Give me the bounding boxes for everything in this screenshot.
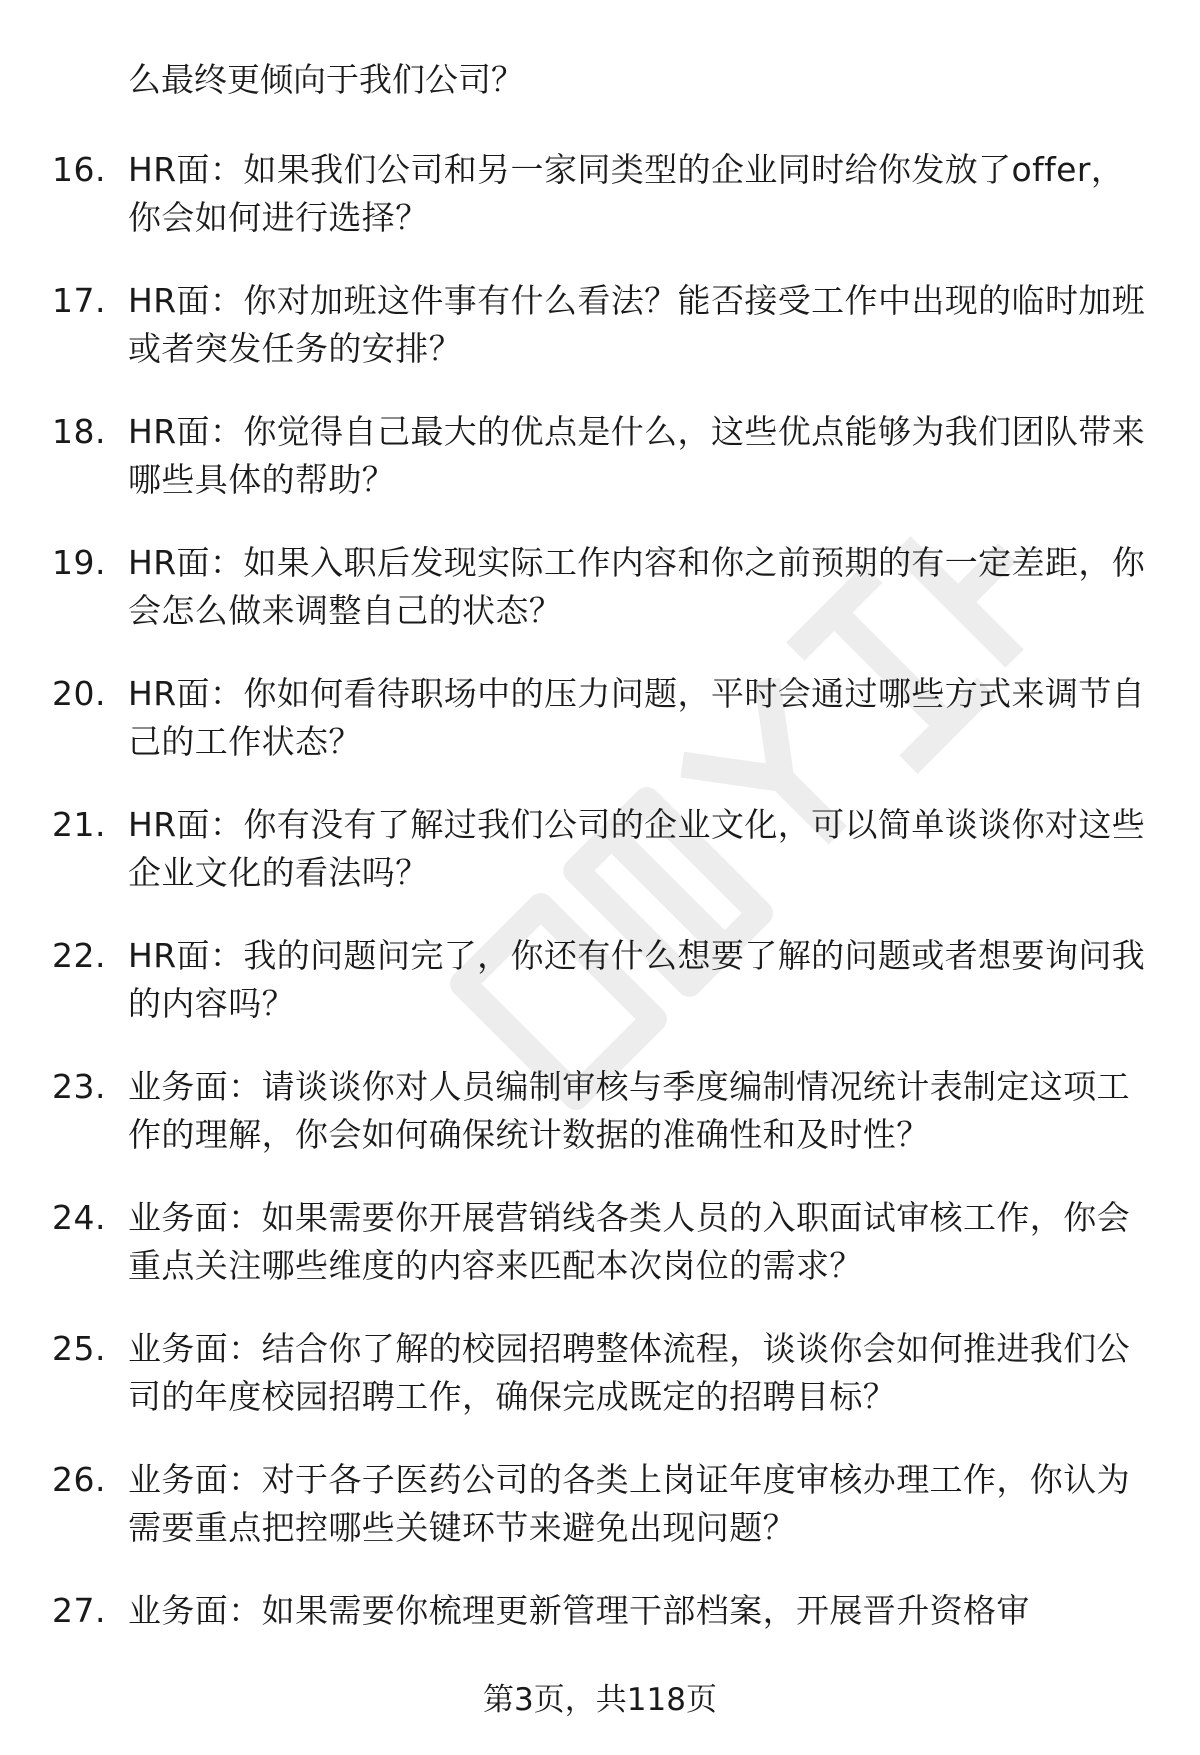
question-text: HR面：你有没有了解过我们公司的企业文化，可以简单谈谈你对这些企业文化的看法吗？ [128,805,1146,892]
list-item [0,539,1200,670]
list-item [0,408,1200,539]
question-text: 业务面：如果需要你开展营销线各类人员的入职面试审核工作，你会重点关注哪些维度的内容来匹配本次岗位的需求？ [128,1198,1130,1285]
question-text: 业务面：结合你了解的校园招聘整体流程，谈谈你会如何推进我们公司的年度校园招聘工作，确保完成既定的招聘目标？ [128,1329,1130,1416]
question-number: 22. [52,936,106,975]
question-number: 24. [52,1198,106,1237]
question-list [0,146,1200,1718]
question-text: HR面：你对加班这件事有什么看法？能否接受工作中出现的临时加班或者突发任务的安排？ [128,281,1146,368]
question-text: 业务面：请谈谈你对人员编制审核与季度编制情况统计表制定这项工作的理解，你会如何确保统计数据的准确性和及时性？ [128,1067,1130,1154]
question-text: 业务面：如果需要你梳理更新管理干部档案，开展晋升资格审 [128,1591,1030,1630]
list-item [0,932,1200,1063]
question-number: 17. [52,281,106,320]
question-text: HR面：你如何看待职场中的压力问题，平时会通过哪些方式来调节自己的工作状态？ [128,674,1146,761]
question-text: HR面：你觉得自己最大的优点是什么，这些优点能够为我们团队带来哪些具体的帮助？ [128,412,1146,499]
continued-question-text: 么最终更倾向于我们公司？ [128,60,524,99]
list-item [0,670,1200,801]
page-number-footer: 第3页，共118页 [483,1682,717,1718]
list-item [0,1194,1200,1325]
list-item [0,801,1200,932]
question-number: 21. [52,805,106,844]
list-item [0,1456,1200,1587]
question-text: 业务面：对于各子医药公司的各类上岗证年度审核办理工作，你认为需要重点把控哪些关键环节来避免出现问题？ [128,1460,1130,1547]
question-number: 27. [52,1591,106,1630]
list-item [0,1325,1200,1456]
list-item [0,146,1200,277]
question-number: 20. [52,674,106,713]
question-number: 23. [52,1067,106,1106]
question-number: 18. [52,412,106,451]
question-number: 26. [52,1460,106,1499]
list-item [0,277,1200,408]
list-item [0,1063,1200,1194]
question-number: 16. [52,150,106,189]
question-text: HR面：如果我们公司和另一家同类型的企业同时给你发放了offer，你会如何进行选择？ [128,150,1125,237]
question-text: HR面：我的问题问完了，你还有什么想要了解的问题或者想要询问我的内容吗？ [128,936,1146,1023]
question-text: HR面：如果入职后发现实际工作内容和你之前预期的有一定差距，你会怎么做来调整自己的状态？ [128,543,1146,630]
question-number: 19. [52,543,106,582]
question-number: 25. [52,1329,106,1368]
